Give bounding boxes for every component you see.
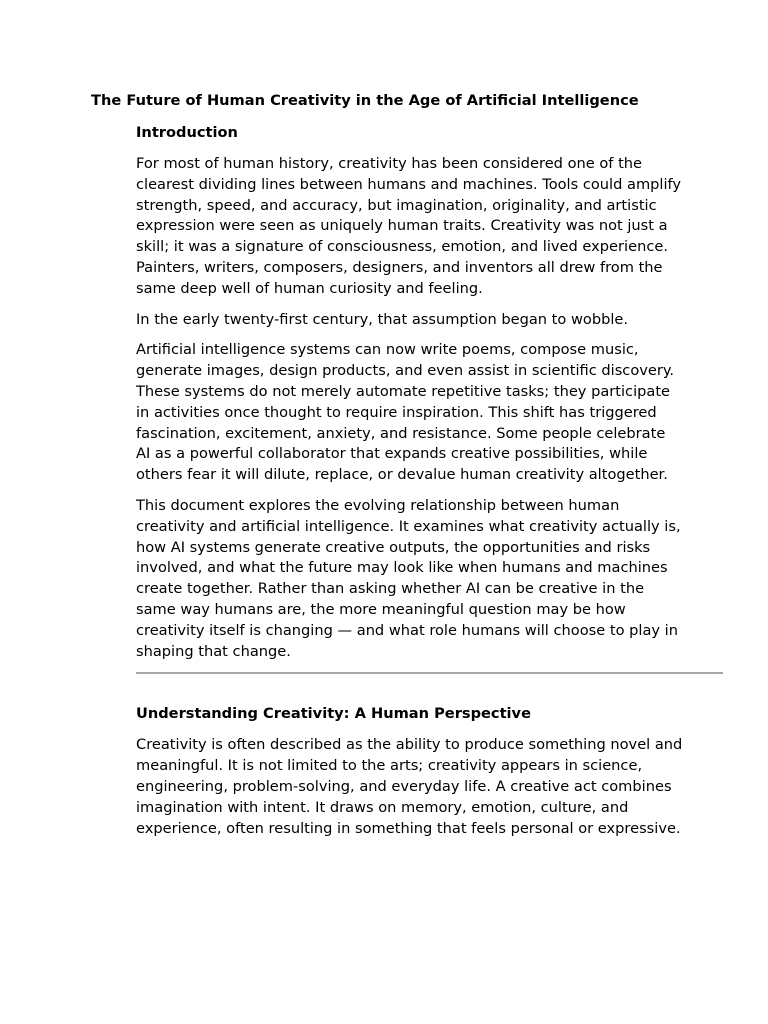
section-heading: Introduction	[136, 124, 238, 141]
section-heading: Understanding Creativity: A Human Perspective	[136, 705, 531, 723]
section-divider	[136, 672, 723, 674]
section-introduction	[136, 122, 723, 662]
document-title: The Future of Human Creativity in the Age of Artificial Intelligence	[91, 92, 639, 109]
paragraph: Creativity is often described as the ability to produce something novel and meaningful. It is not limited to the arts; creativity appears in science, engineering, problem-solving, and everyday life. A creative act combines imagination with intent. It draws on memory, emotion, culture, and experience, often resulting in something that feels personal or expressive.	[136, 736, 683, 837]
paragraph: In the early twenty-first century, that assumption began to wobble.	[136, 310, 629, 328]
document-body	[136, 122, 723, 849]
paragraph: This document explores the evolving relationship between human creativity and artificial intelligence. It examines what creativity actually is, how AI systems generate creative outputs, the opportunities and risks involved, and what the future may look like when humans and machines create together. Rather than asking whether AI can be creative in the same way humans are, the more meaningful question may be how creativity itself is changing — and what role humans will choose to play in shaping that change.	[136, 496, 681, 660]
section-understanding-creativity	[136, 703, 723, 839]
paragraph: For most of human history, creativity has been considered one of the clearest dividing lines between humans and machines. Tools could amplify strength, speed, and accuracy, but imagination, originality, and artistic expression were seen as uniquely human traits. Creativity was not just a skill; it was a signature of consciousness, emotion, and lived experience. Painters, writers, composers, designers, and inventors all drew from the same deep well of human curiosity and feeling.	[136, 155, 682, 297]
paragraph: Artificial intelligence systems can now write poems, compose music, generate images, design products, and even assist in scientific discovery. These systems do not merely automate repetitive tasks; they participate in activities once thought to require inspiration. This shift has triggered fascination, excitement, anxiety, and resistance. Some people celebrate AI as a powerful collaborator that expands creative possibilities, while others fear it will dilute, replace, or devalue human creativity altogether.	[136, 341, 675, 484]
